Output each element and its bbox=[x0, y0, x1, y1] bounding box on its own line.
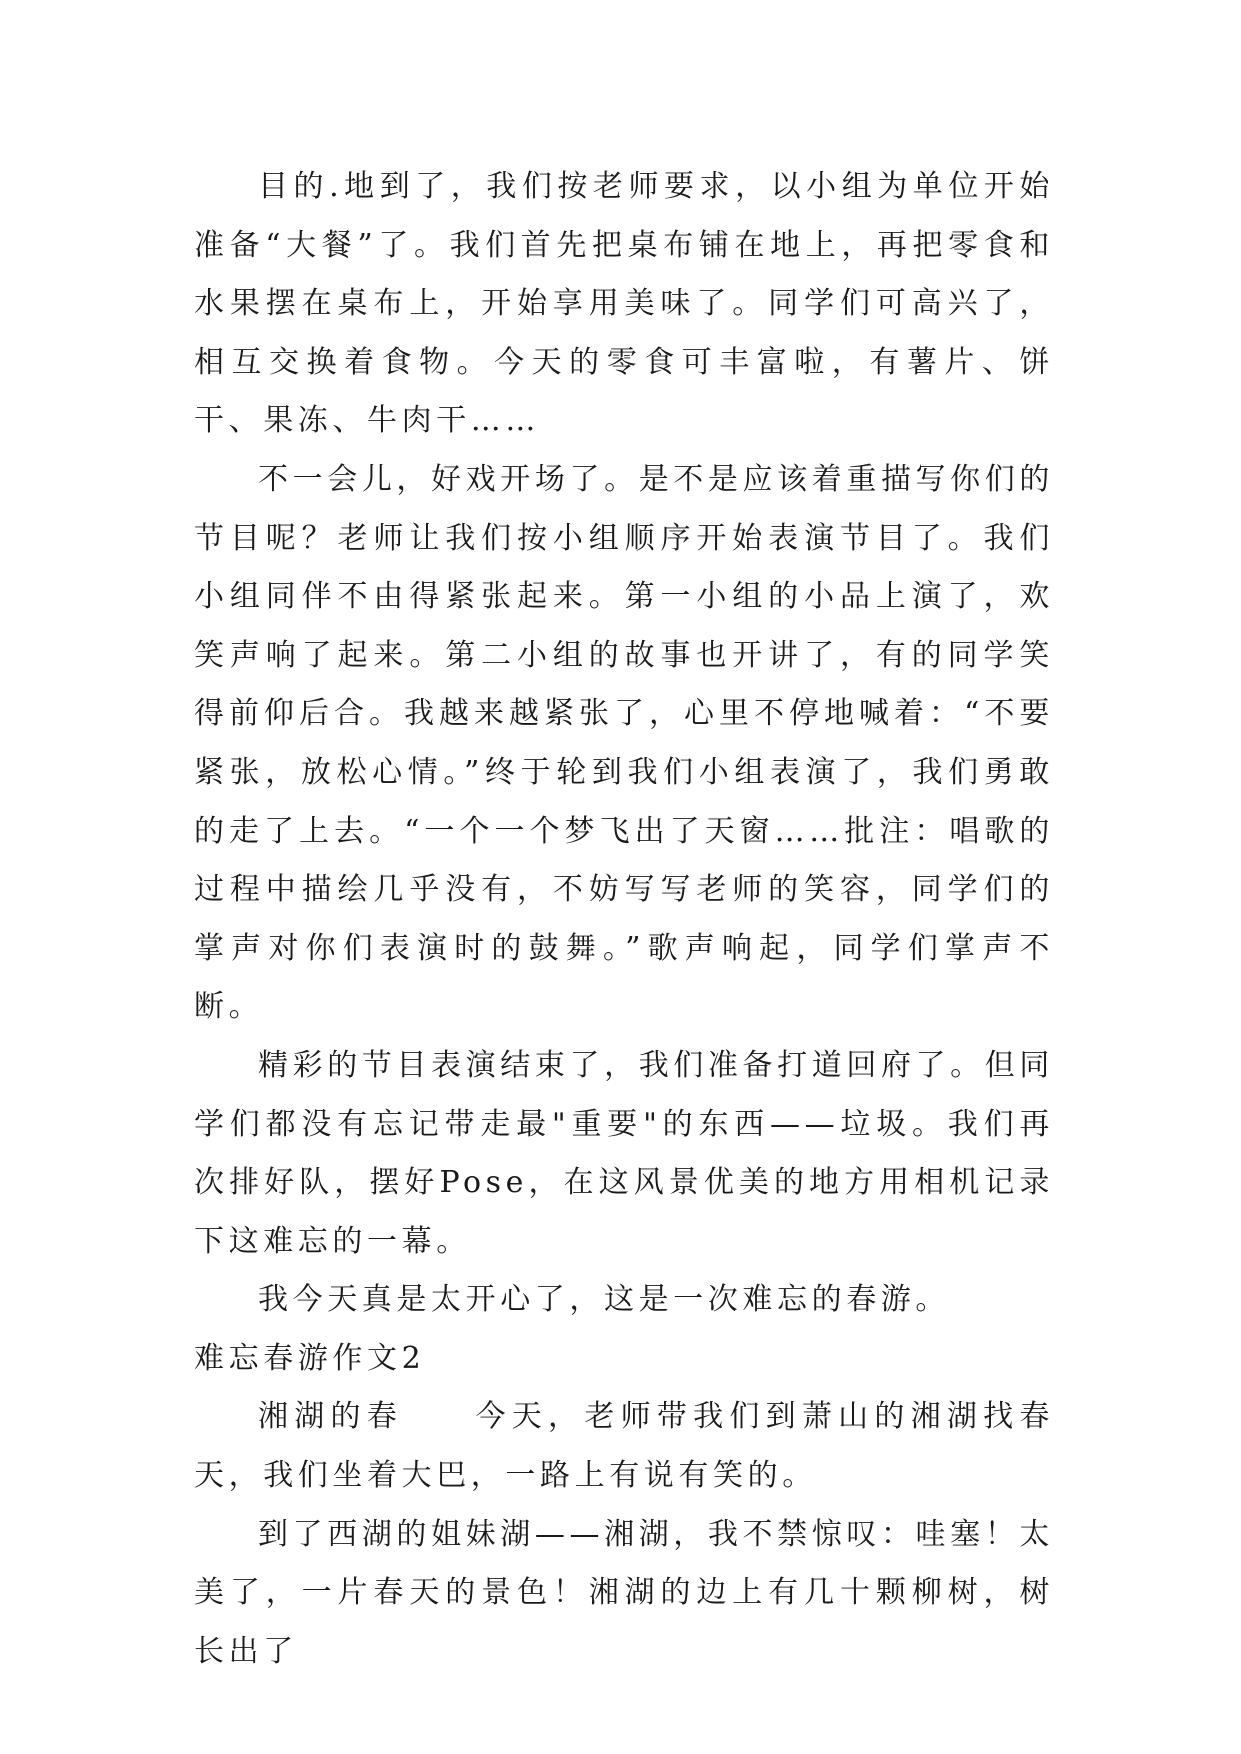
paragraph-conclusion: 我今天真是太开心了，这是一次难忘的春游。 bbox=[258, 1282, 950, 1318]
paragraph-picnic: 目的.地到了，我们按老师要求，以小组为单位开始准备“大餐”了。我们首先把桌布铺在地上，再把零食和水果摆在桌布上，开始享用美味了。同学们可高兴了，相互交换着食物。今天的零食可丰富啦，有薯片、饼干、果冻、牛肉干…… bbox=[194, 169, 1054, 439]
essay-heading: 难忘春游作文2 bbox=[194, 1340, 426, 1376]
paragraph-cleanup: 精彩的节目表演结束了，我们准备打道回府了。但同学们都没有忘记带走最"重要"的东西——垃圾。我们再次排好队，摆好Pose，在这风景优美的地方用相机记录下这难忘的一幕。 bbox=[194, 1047, 1054, 1259]
paragraph-performance: 不一会儿，好戏开场了。是不是应该着重描写你们的节目呢？老师让我们按小组顺序开始表演节目了。我们小组同伴不由得紧张起来。第一小组的小品上演了，欢笑声响了起来。第二小组的故事也开讲了，有的同学笑得前仰后合。我越来越紧张了，心里不停地喊着：“不要紧张，放松心情。”终于轮到我们小组表演了，我们勇敢的走了上去。“一个一个梦飞出了天窗……批注：唱歌的过程中描绘几乎没有，不妨写写老师的笑容，同学们的掌声对你们表演时的鼓舞。”歌声响起，同学们掌声不断。 bbox=[194, 461, 1054, 1025]
document-body bbox=[194, 158, 1054, 1681]
paragraph-xianghu-intro: 湘湖的春 今天，老师带我们到萧山的湘湖找春天，我们坐着大巴，一路上有说有笑的。 bbox=[194, 1399, 1054, 1494]
paragraph-xianghu-scenery: 到了西湖的姐妹湖——湘湖，我不禁惊叹：哇塞！太美了，一片春天的景色！湘湖的边上有几十颗柳树，树长出了 bbox=[194, 1516, 1054, 1669]
